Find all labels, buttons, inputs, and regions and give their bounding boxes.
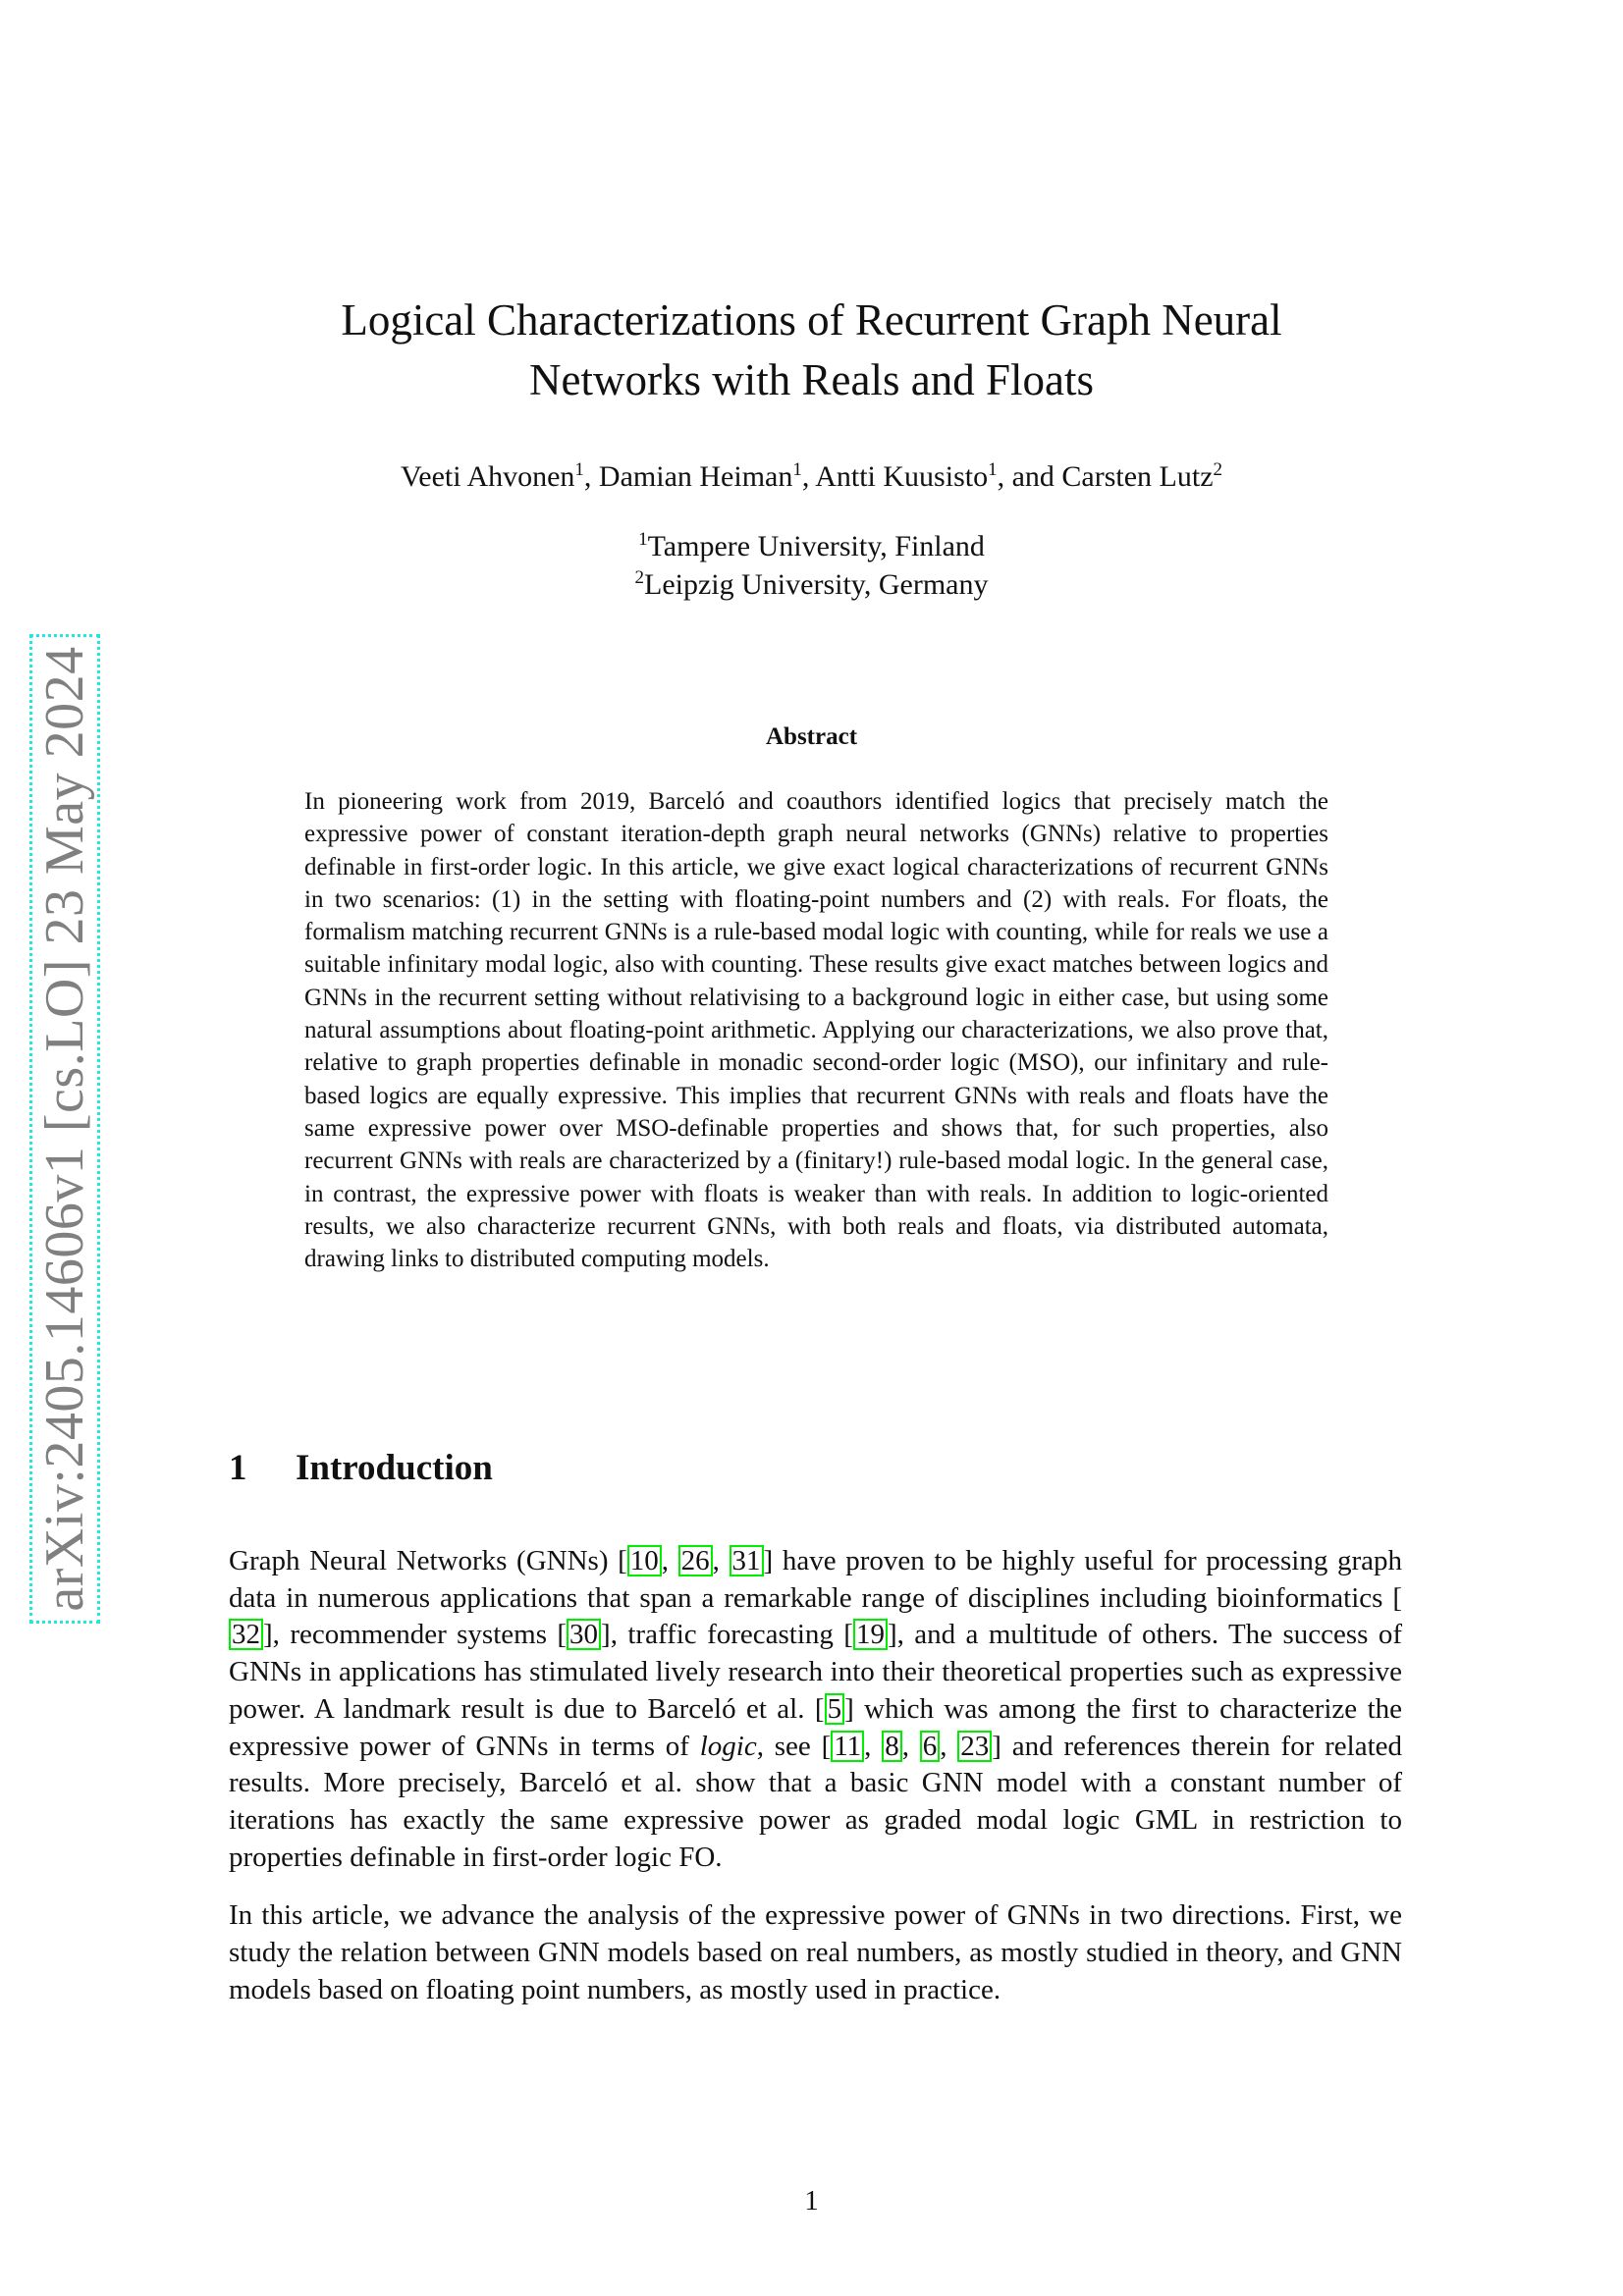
citation-link[interactable]: 11 — [831, 1731, 864, 1762]
text-run: Graph Neural Networks (GNNs) [ — [229, 1545, 627, 1576]
author-name: Antti Kuusisto — [815, 460, 989, 493]
citation-link[interactable]: 6 — [920, 1731, 941, 1762]
section-heading-introduction — [229, 1447, 493, 1489]
affiliation-mark: 2 — [634, 567, 645, 588]
abstract-heading: Abstract — [765, 723, 858, 750]
citation-link[interactable]: 23 — [957, 1731, 992, 1762]
citation-link[interactable]: 30 — [567, 1619, 601, 1650]
citation-link[interactable]: 31 — [730, 1545, 764, 1576]
affiliation-mark: 1 — [792, 459, 802, 480]
citation-link[interactable]: 5 — [825, 1693, 845, 1725]
affiliation-mark: 1 — [638, 529, 648, 550]
arxiv-identifier-text[interactable]: arXiv:2405.14606v1 [cs.LO] 23 May 2024 — [34, 646, 95, 1612]
citation-link[interactable]: 19 — [853, 1619, 888, 1650]
text-run: ], traffic forecasting [ — [601, 1619, 853, 1651]
affiliation-item — [0, 527, 1623, 565]
author-name: Carsten Lutz — [1061, 460, 1214, 493]
author-name: Damian Heiman — [598, 460, 793, 493]
affiliation-name: Leipzig University, Germany — [644, 568, 989, 601]
author-separator: , — [801, 460, 816, 493]
paper-title — [0, 291, 1623, 410]
emphasized-text: logic — [699, 1730, 757, 1762]
paragraph: Graph Neural Networks (GNNs) [ 10 , 26 , 31 ] have proven to be highly useful for processing graph data in numerous applications that span a remarkable range of disciplines including bioinformatics [32 ], recommender systems [ 30 ], traffic forecasting [ 19 ], and a multitude of others. The success of GNNs in applications has stimulated lively research into their theoretical properties such as expressive power. A landmark result is due to Barceló et al. [ 5 ] which was among the first to characterize the expressive power of GNNs in terms of logic, see [ 11 , 8 , 6 , 23 ] and references therein for related results. More precisely, Barceló et al. show that a basic GNN model with a constant number of iterations has exactly the same expressive power as graded modal logic GML in restriction to properties definable in first-order logic FO. — [229, 1545, 1403, 1873]
text-run: ], and a multitude of others. The success of GNNs in applications has stimulated lively research into their theoretical properties such as expressive power. A landmark result is due to Barceló et al. [ — [229, 1619, 1402, 1725]
affiliation-item — [0, 565, 1623, 604]
paper-title-line-1: Logical Characterizations of Recurrent Graph Neural — [341, 295, 1282, 345]
section-number: 1 — [229, 1448, 247, 1488]
citation-link[interactable]: 10 — [627, 1545, 662, 1576]
text-run: ] and references therein for related results. More precisely, Barceló et al. show that a basic GNN model with a constant number of iterations has exactly the same expressive power as graded modal logic GML in restriction to properties definable in first-order logic FO. — [229, 1730, 1403, 1873]
author-list — [0, 457, 1623, 497]
introduction-body — [229, 1543, 1402, 2030]
affiliation-name: Tampere University, Finland — [647, 530, 985, 562]
text-run: , see [ — [756, 1730, 832, 1762]
author-name: Veeti Ahvonen — [400, 460, 575, 493]
citation-link[interactable]: 26 — [678, 1545, 713, 1576]
paragraph: In this article, we advance the analysis of the expressive power of GNNs in two directions. First, we study the relation between GNN models based on real numbers, as mostly studied in theory, and GNN models based on floating point numbers, as mostly used in practice. — [229, 1899, 1402, 2005]
affiliation-mark: 2 — [1213, 459, 1223, 480]
section-title: Introduction — [296, 1448, 493, 1488]
page-number: 1 — [804, 2185, 819, 2216]
text-run: ], recommender systems [ — [263, 1619, 568, 1651]
affiliation-mark: 1 — [988, 459, 998, 480]
arxiv-identifier-stamp[interactable] — [29, 634, 100, 1624]
affiliation-mark: 1 — [574, 459, 584, 480]
citation-link[interactable]: 32 — [229, 1619, 263, 1650]
text-run: ] which was among the first to characterize the expressive power of GNNs in terms of — [229, 1692, 1403, 1762]
paper-title-line-2: Networks with Reals and Floats — [529, 355, 1094, 404]
text-run: ] have proven to be highly useful for processing graph data in numerous applications that span a remarkable range of disciplines including bioinformatics [ — [229, 1545, 1403, 1614]
abstract-body: In pioneering work from 2019, Barceló and coauthors identified logics that precisely match the expressive power of constant iteration-depth graph neural networks (GNNs) relative to properties definable in first-order logic. In this article, we give exact logical characterizations of recurrent GNNs in two scenarios: (1) in the setting with floating-point numbers and (2) with reals. For floats, the formalism matching recurrent GNNs is a rule-based modal logic with counting, while for reals we use a suitable infinitary modal logic, also with counting. These results give exact matches between logics and GNNs in the recurrent setting without relativising to a background logic in either case, but using some natural assumptions about floating-point arithmetic. Applying our characterizations, we also prove that, relative to graph properties definable in monadic second-order logic (MSO), our infinitary and rule-based logics are equally expressive. This implies that recurrent GNNs with reals and floats have the same expressive power over MSO-definable properties and shows that, for such properties, also recurrent GNNs with reals are characterized by a (finitary!) rule-based modal logic. In the general case, in contrast, the expressive power with floats is weaker than with reals. In addition to logic-oriented results, we also characterize recurrent GNNs, with both reals and floats, via distributed automata, drawing links to distributed computing models. — [304, 788, 1328, 1273]
author-separator: , and — [997, 460, 1062, 493]
citation-link[interactable]: 8 — [882, 1731, 902, 1762]
affiliation-list — [0, 527, 1623, 604]
author-separator: , — [583, 460, 599, 493]
